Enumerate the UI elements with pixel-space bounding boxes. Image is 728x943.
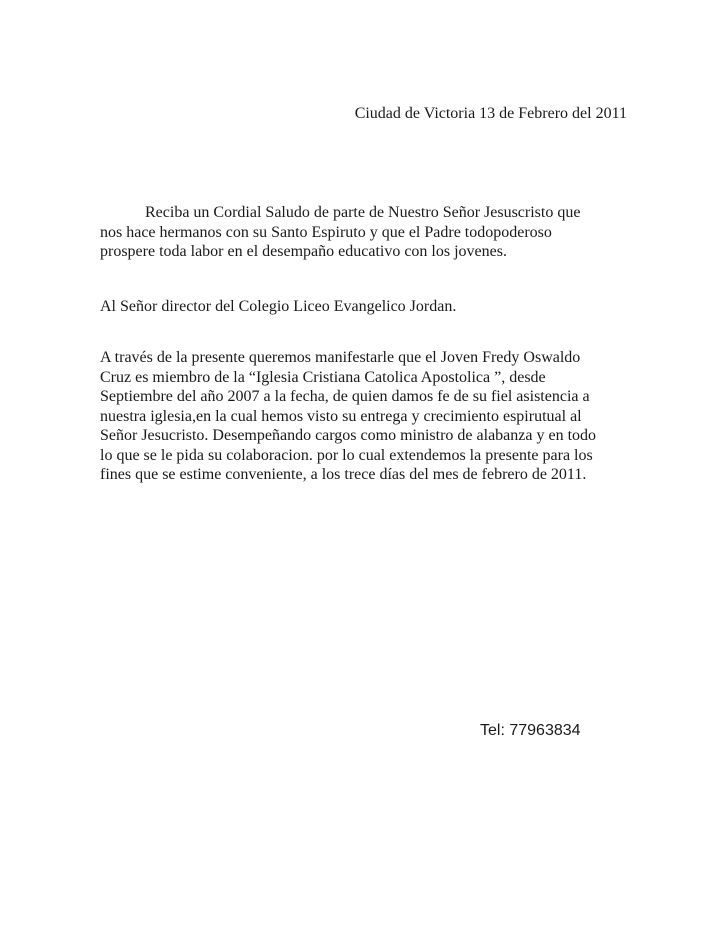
greeting-line: nos hace hermanos con su Santo Espiruto y que el Padre todopoderoso [100,223,552,241]
body-line: Señor Jesucristo. Desempeñando cargos como ministro de alabanza y en todo [100,427,597,444]
body-line: lo que se le pida su colaboracion. por lo cual extendemos la presente para los [100,446,593,464]
greeting-paragraph [100,203,630,262]
body-line: fines que se estime conveniente, a los trece días del mes de febrero de 2011. [100,466,587,483]
body-paragraph [100,348,640,485]
body-line: nuestra iglesia,en la cual hemos visto su entrega y crecimiento espirutual al [100,407,582,425]
body-line: Septiembre del año 2007 a la fecha, de quien damos fe de su fiel asistencia a [100,388,590,405]
greeting-line: prospere toda labor en el desempaño educativo con los jovenes. [100,243,507,260]
addressee-line: Al Señor director del Colegio Liceo Evangelico Jordan. [100,298,457,315]
letter-date: Ciudad de Victoria 13 de Febrero del 2011 [354,105,627,122]
greeting-line: Reciba un Cordial Saludo de parte de Nuestro Señor Jesuscristo que [145,204,581,221]
body-line: Cruz es miembro de la “Iglesia Cristiana Catolica Apostolica ”, desde [100,368,546,386]
phone-number: Tel: 77963834 [480,722,581,739]
body-line: A través de la presente queremos manifestarle que el Joven Fredy Oswaldo [100,349,581,366]
